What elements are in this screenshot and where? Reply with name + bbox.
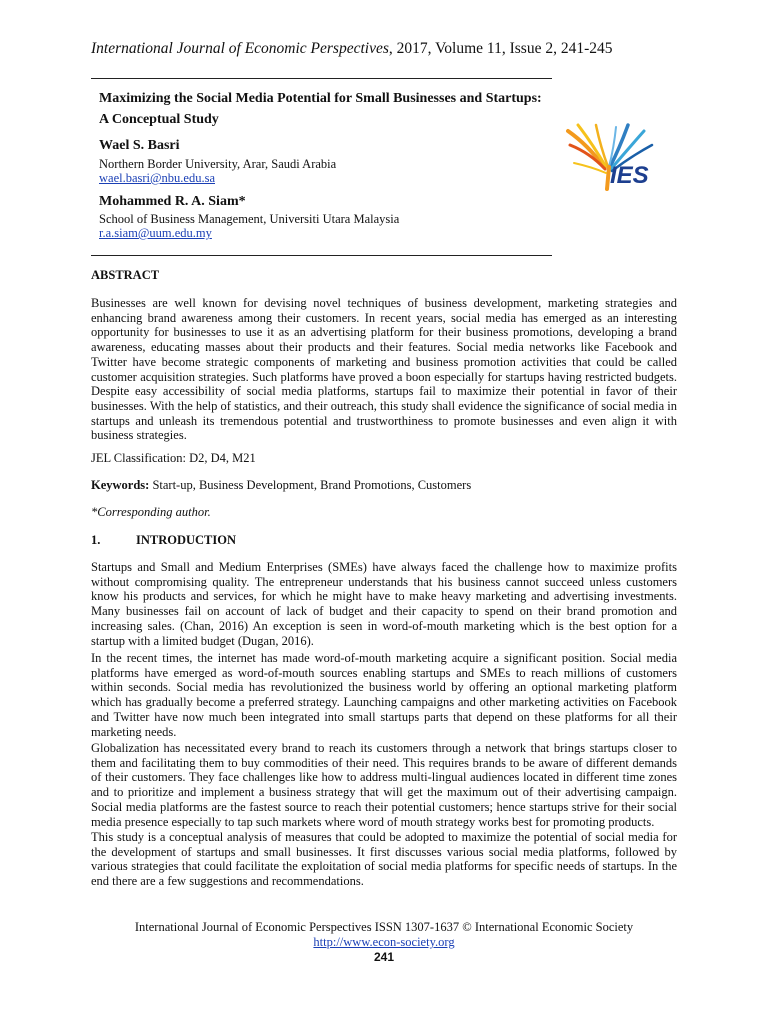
ies-logo <box>566 123 676 195</box>
paper-title: Maximizing the Social Media Potential for Small Businesses and Startups: A Conceptual Study <box>99 91 542 127</box>
author-email-link[interactable]: wael.basri@nbu.edu.sa <box>99 171 215 185</box>
journal-header <box>91 40 613 58</box>
footer-website-link[interactable]: http://www.econ-society.org <box>313 935 455 949</box>
footer-issn: International Journal of Economic Perspectives ISSN 1307-1637 © International Economic Society <box>134 920 634 934</box>
intro-paragraph: This study is a conceptual analysis of measures that could be adopted to maximize the potential of social media for the development of startups and small businesses. It first discusses various social media platforms, followed by various strategies that could facilitate the exploitation of social media platforms for specific needs of startups. In the end there are a few suggestions and recommendations. <box>91 830 677 889</box>
intro-paragraph: Startups and Small and Medium Enterprises (SMEs) have always faced the challenge how to maximize profits without compromising quality. The entrepreneur understands that his business cannot succeed unless customers know his products and services, for which he might have to make heavy marketing and advertising investments. Many businesses fail on account of lack of budget and their capacity to spend on their brand promotion and increasing sales. (Chan, 2016) An exception is seen in word-of-mouth marketing which is the best option for a startup with a limited budget (Dugan, 2016). <box>91 560 677 648</box>
intro-paragraph: Globalization has necessitated every brand to reach its customers through a network that brings startups closer to them and facilitating them to buy commodities of their need. This requires brands to be aware of different demands of their customers. They face challenges like how to address multi-lingual audiences located in different time zones and to prioritize and implement a business strategy that will get the maximum out of their advertising campaign. Social media platforms are the fastest source to reach their potential customers; hence startups strive for their social media presence especially to tap such markets where word of mouth strategy works best for promoting products. <box>91 741 677 829</box>
author-affiliation: Northern Border University, Arar, Saudi Arabia <box>99 157 337 171</box>
intro-paragraph: In the recent times, the internet has made word-of-mouth marketing acquire a significant position. Social media platforms have emerged as word-of-mouth sources enabling startups and SMEs to reach millions of customers within seconds. Social media has revolutionized the business world by offering an optional marketing platform which has gradually become a preferred strategy. Launching campaigns and other marketing activities on Facebook and Twitter have now much been integrated into small startups parts that depend on these platforms for all their marketing needs. <box>91 651 677 739</box>
section-number: 1. <box>91 533 101 547</box>
introduction-heading: INTRODUCTION <box>136 533 237 547</box>
page-number: 241 <box>373 950 395 964</box>
bottom-rule <box>91 255 552 256</box>
journal-name: International Journal of Economic Perspectives <box>91 40 389 57</box>
abstract-body: Businesses are well known for devising novel techniques of business development, marketing strategies and enhancing brand awareness among their customers. In recent years, social media has emerged as an interesting opportunity for businesses to use it as an advertising platform for their business promotions, developing a brand awareness, educating masses about their products and their features. Social media networks like Facebook and Twitter have become strategic components of marketing and business promotion activities that could be called customer acquisition strategies. Such platforms have proved a boon especially for startups having restricted budgets. Despite easy accessibility of social media platforms, startups fail to maximize their potential in favor of their businesses. With the help of statistics, and their outreach, this study shall evidence the significance of social media in startups and unleash its tremendous potential and trustworthiness to promote businesses and even align it with business strategies. <box>91 296 677 443</box>
corresponding-author-note: *Corresponding author. <box>91 505 211 519</box>
keywords-label: Keywords: <box>91 478 150 492</box>
author-affiliation: School of Business Management, Universiti Utara Malaysia <box>99 212 400 226</box>
author-name: Wael S. Basri <box>99 138 180 153</box>
top-rule <box>91 78 552 79</box>
author-name: Mohammed R. A. Siam* <box>99 194 246 209</box>
logo-text: IES <box>610 162 649 189</box>
abstract-heading: ABSTRACT <box>91 268 160 282</box>
keywords <box>91 478 471 493</box>
author-email-link[interactable]: r.a.siam@uum.edu.my <box>99 226 212 240</box>
keywords-list: Start-up, Business Development, Brand Promotions, Customers <box>152 478 472 492</box>
jel-classification: JEL Classification: D2, D4, M21 <box>91 451 256 465</box>
journal-details: , 2017, Volume 11, Issue 2, 241-245 <box>388 40 613 57</box>
